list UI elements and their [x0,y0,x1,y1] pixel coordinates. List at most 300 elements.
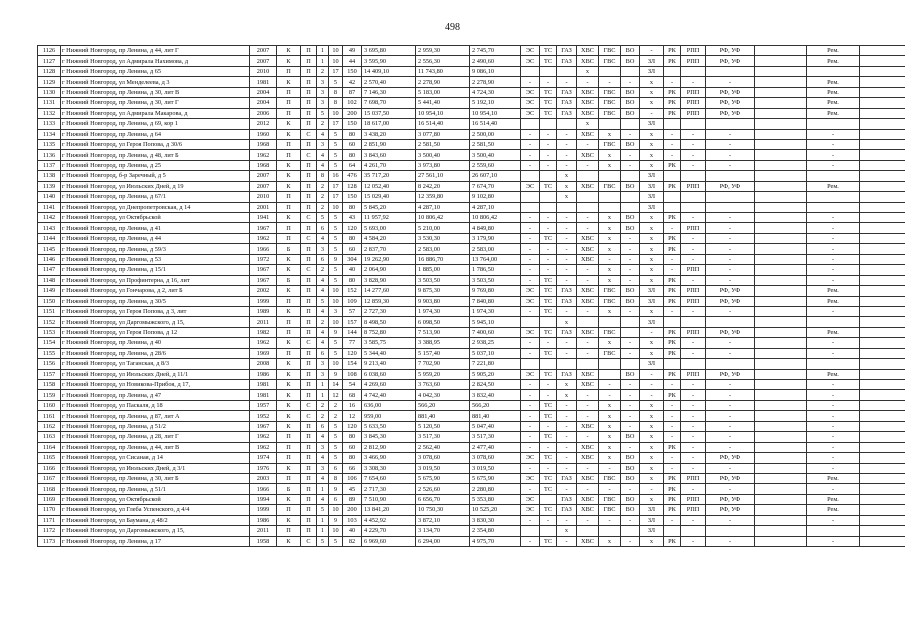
table-cell [521,202,540,212]
table-cell: ТС [540,306,557,316]
table-cell: 5 [317,296,329,306]
table-cell: 9 903,80 [416,296,470,306]
table-cell: ТС [540,296,557,306]
table-cell: С [301,265,317,275]
table-cell: 1164 [38,442,61,452]
table-cell: 7 513,90 [416,327,470,337]
table-cell: 3 500,40 [416,150,470,160]
table-cell [860,77,905,87]
table-cell: РК [664,46,681,56]
table-cell: ГАЗ [557,108,577,118]
table-cell: - [621,515,640,525]
table-cell: - [621,129,640,139]
table-cell: ЭС [521,505,540,515]
table-cell: П [301,202,317,212]
table-cell: - [521,150,540,160]
table-cell: - [681,338,706,348]
table-cell [860,421,905,431]
table-cell: 881,40 [416,411,470,421]
table-cell: 2 278,90 [470,77,521,87]
table-cell: С [301,213,317,223]
table-cell: П [301,98,317,108]
table-cell: ЗЛ [640,515,664,525]
table-cell: 40 [343,265,362,275]
table-cell: - [706,244,755,254]
table-cell: - [807,265,860,275]
table-cell: 5 [329,244,343,254]
table-cell: РК [664,390,681,400]
table-cell [540,202,557,212]
table-row [38,46,905,56]
table-cell: ТС [540,275,557,285]
table-cell: 476 [343,171,362,181]
table-cell: Рем. [807,77,860,87]
table-cell: 1169 [38,494,61,504]
table-row [38,453,905,463]
table-cell [577,359,599,369]
table-cell: 80 [343,129,362,139]
table-cell: 1 [317,46,329,56]
table-cell: ВО [621,432,640,442]
table-row [38,369,905,379]
table-cell: К [277,56,301,66]
table-cell: РФ, УФ [706,505,755,515]
table-cell: 3 843,60 [362,150,416,160]
table-cell: 103 [343,515,362,525]
table-cell: ТС [540,484,557,494]
table-cell: г Нижний Новгород, ул Глеба Успенского, д 4/4 [61,505,250,515]
table-cell: РК [664,275,681,285]
table-cell: 1999 [250,296,277,306]
table-cell: 4 742,40 [362,390,416,400]
table-row [38,338,905,348]
table-cell: РФ, УФ [706,286,755,296]
table-cell [755,254,807,264]
table-cell: - [706,432,755,442]
table-cell: 5 905,20 [470,369,521,379]
table-cell [755,369,807,379]
table-cell: ЗЛ [640,181,664,191]
table-cell: х [577,119,599,129]
table-cell [755,536,807,546]
table-cell: 3 500,40 [470,150,521,160]
table-cell: 1141 [38,202,61,212]
table-cell: - [557,244,577,254]
table-cell: х [599,432,621,442]
table-cell: РФ, УФ [706,369,755,379]
table-cell: ТС [540,46,557,56]
table-cell: г Нижний Новгород, пр Ленина, д 48, лит Б [61,150,250,160]
table-cell: ХВС [577,98,599,108]
table-row [38,254,905,264]
table-cell: 2 064,90 [362,265,416,275]
table-cell: 2 [329,411,343,421]
table-cell: 4 287,10 [416,202,470,212]
table-cell: - [521,380,540,390]
table-cell: 2007 [250,181,277,191]
table-cell: 1962 [250,150,277,160]
table-cell: 2010 [250,66,277,76]
table-cell: 1962 [250,442,277,452]
table-cell: 5 [317,213,329,223]
table-cell [755,494,807,504]
table-cell: - [681,150,706,160]
table-cell: - [807,306,860,316]
table-cell: Рем. [807,181,860,191]
table-cell: 5 [317,505,329,515]
table-cell: х [640,473,664,483]
table-cell: 1 [317,380,329,390]
table-cell: г Нижний Новгород, ул Сисаная, д 14 [61,453,250,463]
table-cell: 7 654,60 [362,473,416,483]
table-cell: Рем. [807,505,860,515]
table-cell: г Нижний Новгород, пр Ленина, д 30, лит В [61,87,250,97]
table-cell: - [681,275,706,285]
table-cell [755,505,807,515]
table-cell: П [301,171,317,181]
table-cell: 2006 [250,108,277,118]
table-cell [664,202,681,212]
table-cell: 2012 [250,119,277,129]
table-cell: 1981 [250,77,277,87]
table-cell [755,77,807,87]
table-cell: - [521,275,540,285]
table-cell: х [599,400,621,410]
table-cell: 3 517,30 [416,432,470,442]
table-cell: 1168 [38,484,61,494]
table-cell: - [664,139,681,149]
table-cell: РК [664,505,681,515]
table-cell: ХВС [577,473,599,483]
table-cell: - [706,275,755,285]
table-cell: П [277,473,301,483]
table-cell: РК [664,338,681,348]
table-cell: 6 294,00 [416,536,470,546]
table-cell: РПП [681,46,706,56]
table-cell: 10 [329,526,343,536]
table-cell: - [540,463,557,473]
table-cell: ТС [540,505,557,515]
table-cell: - [807,515,860,525]
table-cell: 1159 [38,390,61,400]
table-cell: х [640,338,664,348]
table-cell: 4 [317,129,329,139]
table-cell: 17 [329,181,343,191]
table-cell: - [621,338,640,348]
table-cell [755,275,807,285]
table-cell: 1 885,00 [416,265,470,275]
table-cell: 7 400,60 [470,327,521,337]
table-cell: - [557,254,577,264]
table-cell: - [640,46,664,56]
table-cell: ХВС [577,536,599,546]
table-cell: - [557,432,577,442]
table-cell: х [640,453,664,463]
table-cell: ГВС [599,56,621,66]
table-cell: 5 [329,160,343,170]
table-cell: ГАЗ [557,87,577,97]
table-row [38,515,905,525]
table-cell: 3 763,60 [416,380,470,390]
table-cell: 10 525,20 [470,505,521,515]
table-cell: П [301,421,317,431]
table-cell: - [807,348,860,358]
table-cell: - [540,254,557,264]
table-cell: 43 [343,213,362,223]
table-cell: - [807,390,860,400]
table-cell: 3 019,50 [470,463,521,473]
table-cell: 1 [317,390,329,400]
table-cell: - [664,421,681,431]
table-cell: - [706,233,755,243]
table-row [38,244,905,254]
table-cell: - [807,223,860,233]
table-cell: 1 974,30 [416,306,470,316]
table-cell: - [577,390,599,400]
table-cell: 11 957,92 [362,213,416,223]
table-cell [706,119,755,129]
table-cell: - [521,515,540,525]
table-cell [755,327,807,337]
table-cell [557,359,577,369]
table-cell: 1994 [250,494,277,504]
table-cell: - [807,275,860,285]
table-cell: - [621,233,640,243]
table-cell: 57 [343,306,362,316]
table-cell: ВО [621,296,640,306]
table-cell: - [681,77,706,87]
table-cell: ТС [540,98,557,108]
table-cell: 16 514,40 [416,119,470,129]
table-cell [755,213,807,223]
table-cell: - [621,400,640,410]
table-cell: 10 806,42 [470,213,521,223]
table-cell: - [807,380,860,390]
table-cell [621,66,640,76]
table-cell: х [599,453,621,463]
table-cell: 3 [317,369,329,379]
table-cell: 4 [317,473,329,483]
table-cell: 40 [343,526,362,536]
table-cell [755,171,807,181]
table-cell: 60 [343,244,362,254]
table-cell: ЗЛ [640,359,664,369]
table-cell: 49 [343,46,362,56]
table-cell: 2 812,90 [362,442,416,452]
table-cell [577,526,599,536]
table-cell: 2004 [250,98,277,108]
table-cell: ХВС [577,494,599,504]
table-cell: 5 [329,129,343,139]
table-cell: - [681,400,706,410]
table-cell [755,192,807,202]
table-cell: х [640,150,664,160]
table-cell: - [577,223,599,233]
table-cell: 1152 [38,317,61,327]
table-cell: - [521,129,540,139]
table-cell: г Нижний Новгород, пр Ленина, д 64 [61,129,250,139]
table-cell: 14 409,10 [362,66,416,76]
table-cell: РПП [681,98,706,108]
table-row [38,77,905,87]
table-cell: 3 [317,442,329,452]
table-row [38,66,905,76]
table-cell: ХВС [577,442,599,452]
table-cell [557,119,577,129]
table-row [38,129,905,139]
table-cell [540,66,557,76]
table-cell: 1140 [38,192,61,202]
table-cell: 109 [343,296,362,306]
table-cell: 9 [329,515,343,525]
table-cell: ХВС [577,286,599,296]
table-cell: 7 146,30 [362,87,416,97]
table-cell: г Нижний Новгород, пр Ленина, д 40 [61,338,250,348]
table-cell: 19 262,90 [362,254,416,264]
table-cell: 10 [329,296,343,306]
table-cell: 1982 [250,327,277,337]
table-cell: - [540,150,557,160]
table-cell: РК [664,56,681,66]
table-cell: 3 872,10 [416,515,470,525]
table-cell: 1150 [38,296,61,306]
table-cell: - [706,463,755,473]
table-cell: С [301,338,317,348]
table-cell: - [664,77,681,87]
table-cell: х [599,536,621,546]
table-cell: 8 [329,87,343,97]
table-cell [681,526,706,536]
table-cell: - [807,463,860,473]
table-cell: П [277,223,301,233]
table-cell: ХВС [577,327,599,337]
table-cell: ТС [540,432,557,442]
table-cell: ТС [540,233,557,243]
table-cell: 9 [329,254,343,264]
table-cell [755,484,807,494]
table-cell: - [706,484,755,494]
table-cell [755,421,807,431]
table-cell: г Нижний Новгород, пр Ленина, д 30, лит Б [61,473,250,483]
table-row [38,473,905,483]
table-row [38,286,905,296]
table-cell [599,317,621,327]
table-cell: РК [664,536,681,546]
table-cell [681,317,706,327]
table-cell: х [640,77,664,87]
table-cell [755,244,807,254]
table-cell: РФ, УФ [706,453,755,463]
table-cell: Рем. [807,98,860,108]
table-cell: - [557,484,577,494]
table-cell: - [521,411,540,421]
table-cell [860,494,905,504]
table-cell: г Нижний Новгород, пр Ленина, д 15/1 [61,265,250,275]
table-cell: - [807,160,860,170]
table-cell: С [301,150,317,160]
table-cell: П [277,432,301,442]
table-cell: ЗЛ [640,526,664,536]
table-cell: х [640,306,664,316]
table-cell: П [301,139,317,149]
table-cell: - [557,306,577,316]
table-cell: РФ, УФ [706,473,755,483]
table-cell: ТС [540,536,557,546]
table-cell: РК [664,108,681,118]
table-cell: - [577,139,599,149]
table-cell: - [681,453,706,463]
table-cell: 12 359,80 [416,192,470,202]
table-cell: П [277,348,301,358]
table-cell: - [706,421,755,431]
table-cell: 2 583,00 [416,244,470,254]
table-cell: 3 [317,98,329,108]
table-cell: 200 [343,505,362,515]
table-cell: - [557,139,577,149]
table-cell: х [599,265,621,275]
table-cell: 9 086,10 [470,66,521,76]
table-cell: г Нижний Новгород, ул Октябрьской [61,494,250,504]
table-cell [706,66,755,76]
table-cell: г Нижний Новгород, ул Новикова-Прибоя, д 17, [61,380,250,390]
table-cell [599,202,621,212]
table-cell [755,526,807,536]
table-cell: 3 503,50 [470,275,521,285]
table-cell: - [664,400,681,410]
table-cell [860,526,905,536]
table-cell: ВО [621,463,640,473]
table-cell: П [301,77,317,87]
table-cell [860,484,905,494]
table-cell: 1161 [38,411,61,421]
table-cell: - [521,306,540,316]
table-cell [755,432,807,442]
table-cell: - [621,390,640,400]
table-cell: - [577,411,599,421]
table-cell: х [599,338,621,348]
table-row [38,348,905,358]
table-cell: 636,00 [362,400,416,410]
table-cell [860,286,905,296]
table-cell: 16 [329,171,343,181]
table-cell: г Нижний Новгород, пр Ленина, д 17 [61,536,250,546]
table-row [38,380,905,390]
table-cell: - [599,484,621,494]
table-row [38,87,905,97]
table-cell: - [621,484,640,494]
table-cell: г Нижний Новгород, ул Героя Попова, д 12 [61,327,250,337]
table-cell: П [301,515,317,525]
table-cell [860,129,905,139]
table-cell: - [557,223,577,233]
table-cell: 6 [317,223,329,233]
table-cell [755,181,807,191]
table-cell: П [277,150,301,160]
table-cell: - [807,536,860,546]
table-cell: РПП [681,505,706,515]
table-cell [521,66,540,76]
table-cell: - [681,421,706,431]
table-cell: - [706,306,755,316]
table-cell [860,275,905,285]
table-cell: 5 210,00 [416,223,470,233]
table-cell: 2 583,00 [470,244,521,254]
table-cell [860,233,905,243]
table-cell: 1173 [38,536,61,546]
table-cell: г Нижний Новгород, пр Ленина, д 69, кор 1 [61,119,250,129]
table-cell: 1166 [38,463,61,473]
table-cell: - [621,150,640,160]
